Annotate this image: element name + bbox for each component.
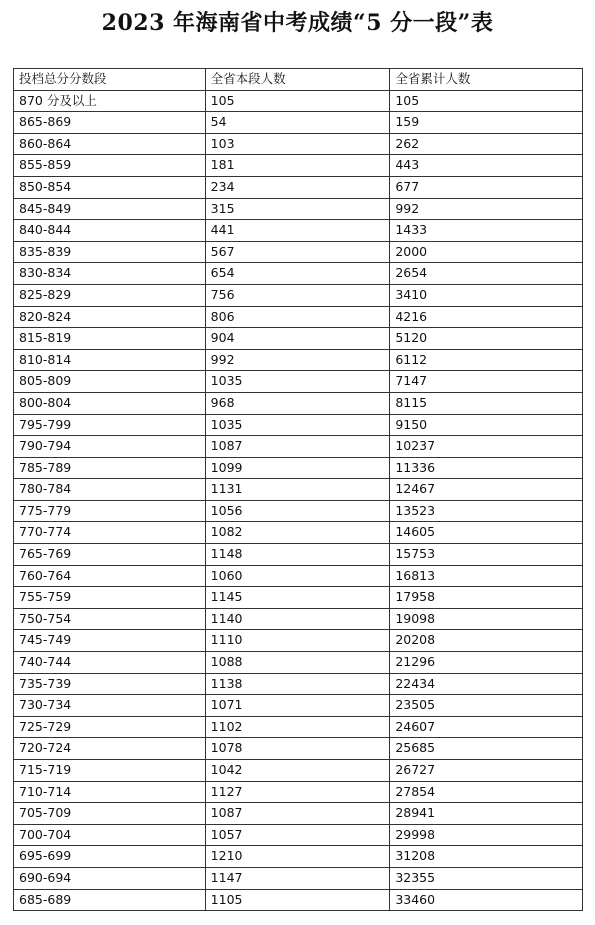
table-row	[14, 328, 583, 350]
cell-segment-count: 968	[205, 392, 390, 414]
cell-segment-count: 1087	[205, 436, 390, 458]
table-row	[14, 760, 583, 782]
cell-cumulative-count: 4216	[390, 306, 583, 328]
cell-cumulative-count: 17958	[390, 587, 583, 609]
cell-score-range: 750-754	[14, 608, 206, 630]
table-row	[14, 500, 583, 522]
cell-score-range: 860-864	[14, 133, 206, 155]
cell-score-range: 835-839	[14, 241, 206, 263]
cell-segment-count: 54	[205, 112, 390, 134]
cell-score-range: 865-869	[14, 112, 206, 134]
cell-segment-count: 1131	[205, 479, 390, 501]
table-header-row	[14, 69, 583, 91]
cell-score-range: 760-764	[14, 565, 206, 587]
cell-segment-count: 1148	[205, 544, 390, 566]
table-row	[14, 263, 583, 285]
cell-score-range: 845-849	[14, 198, 206, 220]
table-row	[14, 220, 583, 242]
cell-cumulative-count: 33460	[390, 889, 583, 911]
cell-score-range: 690-694	[14, 867, 206, 889]
cell-cumulative-count: 11336	[390, 457, 583, 479]
cell-cumulative-count: 15753	[390, 544, 583, 566]
cell-segment-count: 567	[205, 241, 390, 263]
table-row	[14, 846, 583, 868]
cell-segment-count: 1127	[205, 781, 390, 803]
cell-score-range: 805-809	[14, 371, 206, 393]
cell-score-range: 820-824	[14, 306, 206, 328]
table-row	[14, 565, 583, 587]
cell-score-range: 695-699	[14, 846, 206, 868]
cell-score-range: 755-759	[14, 587, 206, 609]
cell-segment-count: 1057	[205, 824, 390, 846]
table-row	[14, 587, 583, 609]
cell-segment-count: 1042	[205, 760, 390, 782]
cell-score-range: 855-859	[14, 155, 206, 177]
table-row	[14, 695, 583, 717]
table-row	[14, 306, 583, 328]
cell-cumulative-count: 19098	[390, 608, 583, 630]
cell-segment-count: 1138	[205, 673, 390, 695]
table-body	[14, 90, 583, 911]
cell-score-range: 720-724	[14, 738, 206, 760]
cell-cumulative-count: 26727	[390, 760, 583, 782]
cell-score-range: 725-729	[14, 716, 206, 738]
cell-segment-count: 1140	[205, 608, 390, 630]
cell-segment-count: 315	[205, 198, 390, 220]
cell-cumulative-count: 12467	[390, 479, 583, 501]
table-row	[14, 349, 583, 371]
table-row	[14, 673, 583, 695]
cell-cumulative-count: 2000	[390, 241, 583, 263]
cell-cumulative-count: 21296	[390, 652, 583, 674]
cell-score-range: 800-804	[14, 392, 206, 414]
table-row	[14, 436, 583, 458]
table-row	[14, 781, 583, 803]
table-row	[14, 889, 583, 911]
cell-score-range: 795-799	[14, 414, 206, 436]
cell-segment-count: 1087	[205, 803, 390, 825]
cell-segment-count: 806	[205, 306, 390, 328]
table-row	[14, 155, 583, 177]
table-row	[14, 284, 583, 306]
table-row	[14, 90, 583, 112]
table-row	[14, 112, 583, 134]
cell-cumulative-count: 27854	[390, 781, 583, 803]
table-row	[14, 630, 583, 652]
cell-score-range: 840-844	[14, 220, 206, 242]
cell-score-range: 770-774	[14, 522, 206, 544]
cell-cumulative-count: 5120	[390, 328, 583, 350]
cell-segment-count: 1082	[205, 522, 390, 544]
table-row	[14, 824, 583, 846]
table-row	[14, 241, 583, 263]
cell-segment-count: 103	[205, 133, 390, 155]
table-row	[14, 716, 583, 738]
cell-cumulative-count: 10237	[390, 436, 583, 458]
cell-segment-count: 1110	[205, 630, 390, 652]
cell-score-range: 780-784	[14, 479, 206, 501]
table-row	[14, 479, 583, 501]
cell-segment-count: 1056	[205, 500, 390, 522]
table-row	[14, 392, 583, 414]
table-row	[14, 457, 583, 479]
cell-score-range: 735-739	[14, 673, 206, 695]
table-row	[14, 867, 583, 889]
cell-segment-count: 234	[205, 176, 390, 198]
cell-segment-count: 105	[205, 90, 390, 112]
cell-score-range: 740-744	[14, 652, 206, 674]
header-segment-count: 全省本段人数	[205, 69, 390, 91]
cell-segment-count: 654	[205, 263, 390, 285]
cell-score-range: 785-789	[14, 457, 206, 479]
cell-cumulative-count: 16813	[390, 565, 583, 587]
cell-score-range: 850-854	[14, 176, 206, 198]
table-row	[14, 738, 583, 760]
cell-segment-count: 1088	[205, 652, 390, 674]
cell-cumulative-count: 29998	[390, 824, 583, 846]
cell-segment-count: 181	[205, 155, 390, 177]
cell-cumulative-count: 7147	[390, 371, 583, 393]
cell-cumulative-count: 159	[390, 112, 583, 134]
cell-score-range: 705-709	[14, 803, 206, 825]
cell-segment-count: 441	[205, 220, 390, 242]
cell-cumulative-count: 28941	[390, 803, 583, 825]
cell-score-range: 870 分及以上	[14, 90, 206, 112]
cell-cumulative-count: 13523	[390, 500, 583, 522]
table-row	[14, 414, 583, 436]
cell-cumulative-count: 25685	[390, 738, 583, 760]
cell-cumulative-count: 9150	[390, 414, 583, 436]
cell-score-range: 700-704	[14, 824, 206, 846]
cell-score-range: 715-719	[14, 760, 206, 782]
cell-cumulative-count: 31208	[390, 846, 583, 868]
cell-score-range: 825-829	[14, 284, 206, 306]
cell-cumulative-count: 992	[390, 198, 583, 220]
cell-cumulative-count: 1433	[390, 220, 583, 242]
cell-score-range: 710-714	[14, 781, 206, 803]
cell-segment-count: 1078	[205, 738, 390, 760]
cell-cumulative-count: 262	[390, 133, 583, 155]
cell-cumulative-count: 105	[390, 90, 583, 112]
cell-score-range: 730-734	[14, 695, 206, 717]
cell-segment-count: 1071	[205, 695, 390, 717]
table-row	[14, 608, 583, 630]
page-title: 2023 年海南省中考成绩“5 分一段”表	[101, 10, 494, 36]
cell-score-range: 775-779	[14, 500, 206, 522]
cell-segment-count: 756	[205, 284, 390, 306]
cell-score-range: 765-769	[14, 544, 206, 566]
table-row	[14, 803, 583, 825]
table-row	[14, 544, 583, 566]
cell-cumulative-count: 32355	[390, 867, 583, 889]
cell-cumulative-count: 22434	[390, 673, 583, 695]
cell-segment-count: 1060	[205, 565, 390, 587]
cell-segment-count: 1035	[205, 414, 390, 436]
cell-segment-count: 904	[205, 328, 390, 350]
cell-cumulative-count: 443	[390, 155, 583, 177]
table-row	[14, 133, 583, 155]
table-row	[14, 522, 583, 544]
table-row	[14, 652, 583, 674]
header-score-range: 投档总分分数段	[14, 69, 206, 91]
cell-segment-count: 1035	[205, 371, 390, 393]
cell-cumulative-count: 6112	[390, 349, 583, 371]
cell-score-range: 790-794	[14, 436, 206, 458]
cell-segment-count: 992	[205, 349, 390, 371]
cell-score-range: 830-834	[14, 263, 206, 285]
score-distribution-table	[13, 68, 583, 911]
cell-segment-count: 1210	[205, 846, 390, 868]
cell-segment-count: 1105	[205, 889, 390, 911]
cell-cumulative-count: 23505	[390, 695, 583, 717]
cell-score-range: 685-689	[14, 889, 206, 911]
cell-segment-count: 1145	[205, 587, 390, 609]
cell-score-range: 810-814	[14, 349, 206, 371]
cell-segment-count: 1102	[205, 716, 390, 738]
cell-segment-count: 1099	[205, 457, 390, 479]
cell-cumulative-count: 8115	[390, 392, 583, 414]
cell-cumulative-count: 2654	[390, 263, 583, 285]
header-cumulative-count: 全省累计人数	[390, 69, 583, 91]
cell-segment-count: 1147	[205, 867, 390, 889]
cell-score-range: 745-749	[14, 630, 206, 652]
cell-cumulative-count: 20208	[390, 630, 583, 652]
cell-score-range: 815-819	[14, 328, 206, 350]
cell-cumulative-count: 677	[390, 176, 583, 198]
cell-cumulative-count: 24607	[390, 716, 583, 738]
cell-cumulative-count: 3410	[390, 284, 583, 306]
table-row	[14, 198, 583, 220]
table-row	[14, 176, 583, 198]
table-row	[14, 371, 583, 393]
cell-cumulative-count: 14605	[390, 522, 583, 544]
